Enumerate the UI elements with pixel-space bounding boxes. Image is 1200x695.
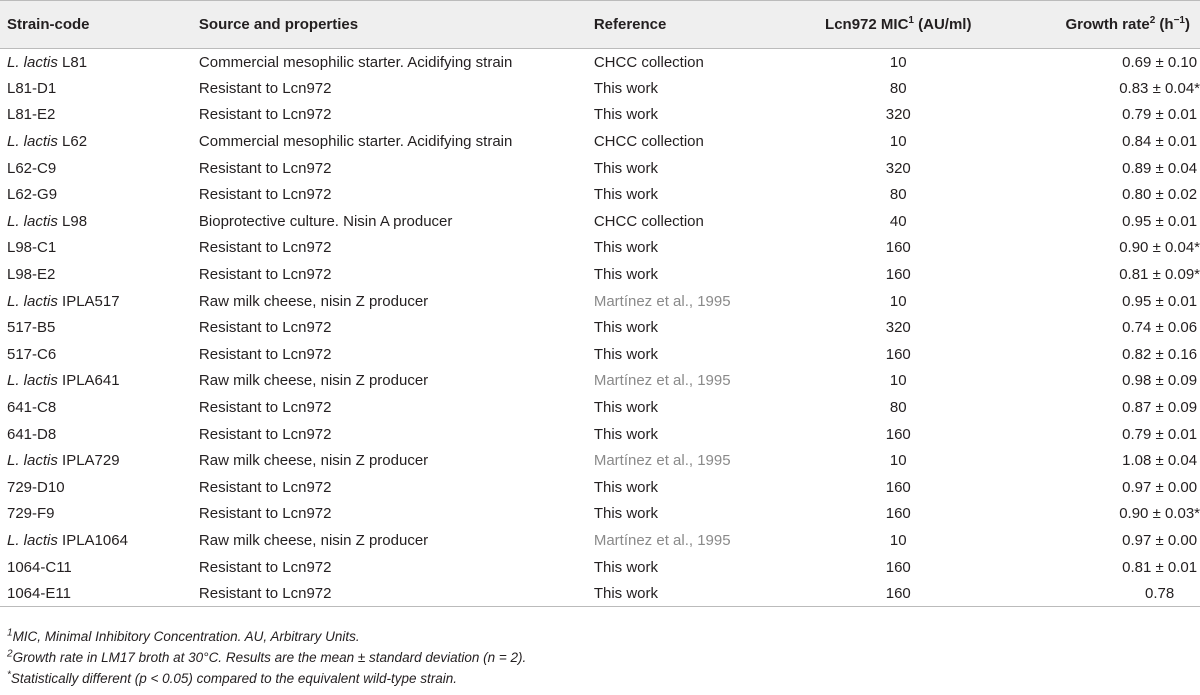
strain-code: IPLA729	[57, 452, 120, 470]
table-row	[0, 554, 1200, 581]
species-prefix: L. lactis	[7, 292, 58, 310]
header-growth-unit: (h	[1155, 16, 1174, 33]
table-row	[0, 447, 1200, 474]
table-row	[0, 580, 1200, 607]
cell-source: Raw milk cheese, nisin Z producer	[198, 452, 429, 470]
table-row	[0, 155, 1200, 182]
cell-strain-code	[0, 128, 191, 155]
table-row	[0, 181, 1200, 208]
table-row	[0, 102, 1200, 129]
table-row	[0, 314, 1200, 341]
cell-source: Resistant to Lcn972	[198, 266, 332, 284]
cell-mic: 10	[889, 372, 907, 390]
table-row	[0, 394, 1200, 421]
cell-reference: This work	[593, 478, 659, 496]
cell-mic: 160	[885, 558, 911, 576]
cell-growth-rate: 1.08 ± 0.04	[1122, 452, 1198, 470]
strain-code: 517-C6	[7, 345, 57, 363]
footnote-text: MIC, Minimal Inhibitory Concentration. AU, Arbitrary Units.	[12, 629, 360, 644]
table-header	[0, 1, 1200, 49]
cell-mic: 160	[885, 266, 911, 284]
header-growth-unit-exponent: −1	[1173, 15, 1185, 26]
species-prefix: L. lactis	[7, 531, 58, 549]
cell-strain-code	[0, 421, 191, 448]
cell-strain-code	[0, 501, 191, 528]
cell-source: Raw milk cheese, nisin Z producer	[198, 531, 429, 549]
cell-source: Raw milk cheese, nisin Z producer	[198, 292, 429, 310]
cell-reference: This work	[593, 558, 659, 576]
cell-source: Raw milk cheese, nisin Z producer	[198, 372, 429, 390]
cell-growth-rate: 0.90 ± 0.04*	[1119, 239, 1200, 257]
species-prefix: L. lactis	[7, 452, 58, 470]
cell-mic: 320	[885, 106, 911, 124]
cell-reference: CHCC collection	[593, 53, 704, 71]
header-mic-unit: (AU/ml)	[913, 16, 972, 33]
cell-strain-code	[0, 102, 191, 129]
cell-reference: This work	[586, 580, 787, 607]
header-reference: Reference	[586, 1, 787, 49]
table-row	[0, 128, 1200, 155]
footnote-mark: 1	[7, 627, 13, 639]
table-row	[0, 75, 1200, 102]
cell-growth-rate: 0.84 ± 0.01	[1122, 133, 1198, 151]
species-prefix: L. lactis	[7, 53, 58, 71]
footnote-text: Statistically different (p < 0.05) compared to the equivalent wild-type strain.	[10, 671, 458, 686]
cell-strain-code	[0, 394, 191, 421]
footnote-mark: 2	[7, 648, 13, 660]
header-mic-footnote-mark: 1	[908, 15, 914, 26]
footnotes	[7, 626, 526, 689]
cell-mic: 10	[889, 53, 907, 71]
cell-growth-rate: 0.97 ± 0.00	[1122, 531, 1198, 549]
cell-reference: This work	[593, 345, 659, 363]
table-row	[0, 235, 1200, 262]
footnote-mark: *	[7, 669, 11, 681]
cell-mic: 160	[885, 425, 911, 443]
cell-mic: 320	[885, 319, 911, 337]
strain-code: L98	[57, 212, 88, 230]
cell-strain-code	[0, 288, 191, 315]
cell-reference: This work	[593, 399, 659, 417]
strain-code: L81-E2	[7, 106, 56, 124]
table-row	[0, 49, 1200, 76]
table-row	[0, 288, 1200, 315]
strain-code: 641-D8	[7, 425, 57, 443]
table-row	[0, 474, 1200, 501]
cell-mic: 160	[885, 505, 911, 523]
cell-growth-rate: 0.79 ± 0.01	[1122, 425, 1198, 443]
strain-code: L81-D1	[7, 79, 57, 97]
cell-reference: This work	[593, 505, 659, 523]
cell-mic: 10	[889, 292, 907, 310]
cell-reference: This work	[593, 266, 659, 284]
header-mic-label: Lcn972 MIC	[825, 16, 909, 33]
cell-reference: CHCC collection	[593, 212, 704, 230]
header-growth-unit-close: )	[1185, 16, 1190, 33]
cell-growth-rate: 0.74 ± 0.06	[1122, 319, 1198, 337]
strain-code: L62-C9	[7, 159, 57, 177]
cell-source: Resistant to Lcn972	[198, 399, 332, 417]
species-prefix: L. lactis	[7, 133, 58, 151]
cell-mic: 10	[889, 452, 907, 470]
cell-source: Resistant to Lcn972	[198, 106, 332, 124]
cell-source: Commercial mesophilic starter. Acidifying strain	[198, 53, 513, 71]
cell-strain-code	[0, 75, 191, 102]
strain-code: L81	[57, 53, 88, 71]
strain-code: IPLA641	[57, 372, 120, 390]
header-mic	[787, 1, 1009, 49]
cell-strain-code	[0, 49, 191, 76]
table-body	[0, 49, 1200, 607]
header-source: Source and properties	[191, 1, 586, 49]
strain-code: L62	[57, 133, 88, 151]
cell-source: Resistant to Lcn972	[198, 186, 332, 204]
cell-mic: 80	[889, 79, 907, 97]
species-prefix: L. lactis	[7, 372, 58, 390]
table-row	[0, 261, 1200, 288]
header-strain-code: Strain-code	[0, 1, 191, 49]
cell-source: Resistant to Lcn972	[198, 425, 332, 443]
cell-strain-code	[0, 235, 191, 262]
table-row	[0, 208, 1200, 235]
cell-growth-rate: 0.98 ± 0.09	[1122, 372, 1198, 390]
table-row	[0, 501, 1200, 528]
strain-code: IPLA1064	[57, 531, 128, 549]
cell-mic: 80	[889, 399, 907, 417]
cell-source: Resistant to Lcn972	[198, 159, 332, 177]
cell-reference[interactable]: Martínez et al., 1995	[593, 372, 731, 390]
cell-growth-rate: 0.90 ± 0.03*	[1119, 505, 1200, 523]
table-row	[0, 527, 1200, 554]
cell-mic: 10	[889, 531, 907, 549]
table-row	[0, 368, 1200, 395]
cell-reference: This work	[593, 159, 659, 177]
cell-growth-rate: 0.79 ± 0.01	[1122, 106, 1198, 124]
strain-code: IPLA517	[57, 292, 120, 310]
cell-source: Resistant to Lcn972	[198, 239, 332, 257]
header-row	[0, 1, 1200, 49]
strain-code: L98-E2	[7, 266, 56, 284]
footnote-text: Growth rate in LM17 broth at 30°C. Results are the mean ± standard deviation (n = 2).	[12, 650, 527, 665]
cell-source: Resistant to Lcn972	[198, 558, 332, 576]
cell-mic: 10	[889, 133, 907, 151]
cell-source: Resistant to Lcn972	[198, 319, 332, 337]
cell-growth-rate: 0.69 ± 0.10	[1122, 53, 1198, 71]
header-growth-rate	[1009, 1, 1200, 49]
cell-mic: 160	[885, 345, 911, 363]
cell-growth-rate: 0.81 ± 0.09*	[1119, 266, 1200, 284]
cell-reference: This work	[593, 186, 659, 204]
cell-mic: 160	[885, 478, 911, 496]
cell-reference[interactable]: Martínez et al., 1995	[593, 452, 731, 470]
cell-reference: This work	[593, 319, 659, 337]
strain-code: L62-G9	[7, 186, 58, 204]
cell-source: Resistant to Lcn972	[198, 79, 332, 97]
cell-growth-rate: 0.80 ± 0.02	[1122, 186, 1198, 204]
strain-code: L98-C1	[7, 239, 57, 257]
cell-strain-code	[0, 341, 191, 368]
cell-mic: 40	[889, 212, 907, 230]
strain-code: 1064-E11	[7, 584, 71, 602]
cell-mic: 320	[885, 159, 911, 177]
footnote	[7, 647, 526, 668]
species-prefix: L. lactis	[7, 212, 58, 230]
cell-reference: This work	[593, 79, 659, 97]
cell-mic: 160	[885, 239, 911, 257]
cell-growth-rate: 0.82 ± 0.16	[1122, 345, 1198, 363]
cell-reference: CHCC collection	[593, 133, 704, 151]
cell-strain-code	[0, 314, 191, 341]
cell-growth-rate: 0.87 ± 0.09	[1122, 399, 1198, 417]
cell-growth-rate: 0.83 ± 0.04*	[1119, 79, 1200, 97]
cell-strain-code	[0, 181, 191, 208]
strain-code: 517-B5	[7, 319, 56, 337]
cell-mic: 80	[889, 186, 907, 204]
cell-strain-code	[0, 580, 191, 607]
table-row	[0, 421, 1200, 448]
footnote	[7, 668, 526, 689]
cell-source: Bioprotective culture. Nisin A producer	[198, 212, 453, 230]
cell-mic: 160	[787, 580, 1009, 607]
cell-strain-code	[0, 474, 191, 501]
cell-strain-code	[0, 261, 191, 288]
cell-growth-rate: 0.81 ± 0.01	[1122, 558, 1198, 576]
cell-strain-code	[0, 208, 191, 235]
cell-source: Commercial mesophilic starter. Acidifying strain	[198, 133, 513, 151]
cell-growth-rate: 0.95 ± 0.01	[1122, 292, 1198, 310]
cell-growth-rate: 0.95 ± 0.01	[1122, 212, 1198, 230]
strain-code: 729-F9	[7, 505, 55, 523]
cell-reference: This work	[593, 106, 659, 124]
cell-strain-code	[0, 155, 191, 182]
header-growth-footnote-mark: 2	[1149, 15, 1156, 26]
header-growth-label: Growth rate	[1065, 16, 1150, 33]
cell-reference: This work	[593, 425, 659, 443]
cell-strain-code	[0, 554, 191, 581]
cell-strain-code	[0, 447, 191, 474]
cell-growth-rate: 0.97 ± 0.00	[1122, 478, 1198, 496]
strain-code: 641-C8	[7, 399, 57, 417]
strain-code: 1064-C11	[7, 558, 72, 576]
cell-source: Resistant to Lcn972	[198, 505, 332, 523]
strain-code: 729-D10	[7, 478, 65, 496]
footnote	[7, 626, 526, 647]
cell-strain-code	[0, 368, 191, 395]
cell-growth-rate: 0.78	[1009, 580, 1200, 607]
cell-growth-rate: 0.89 ± 0.04	[1122, 159, 1198, 177]
table-row	[0, 341, 1200, 368]
cell-source: Resistant to Lcn972	[191, 580, 586, 607]
cell-reference[interactable]: Martínez et al., 1995	[593, 292, 731, 310]
cell-source: Resistant to Lcn972	[198, 345, 332, 363]
cell-strain-code	[0, 527, 191, 554]
cell-source: Resistant to Lcn972	[198, 478, 332, 496]
cell-reference[interactable]: Martínez et al., 1995	[593, 531, 731, 549]
cell-reference: This work	[593, 239, 659, 257]
